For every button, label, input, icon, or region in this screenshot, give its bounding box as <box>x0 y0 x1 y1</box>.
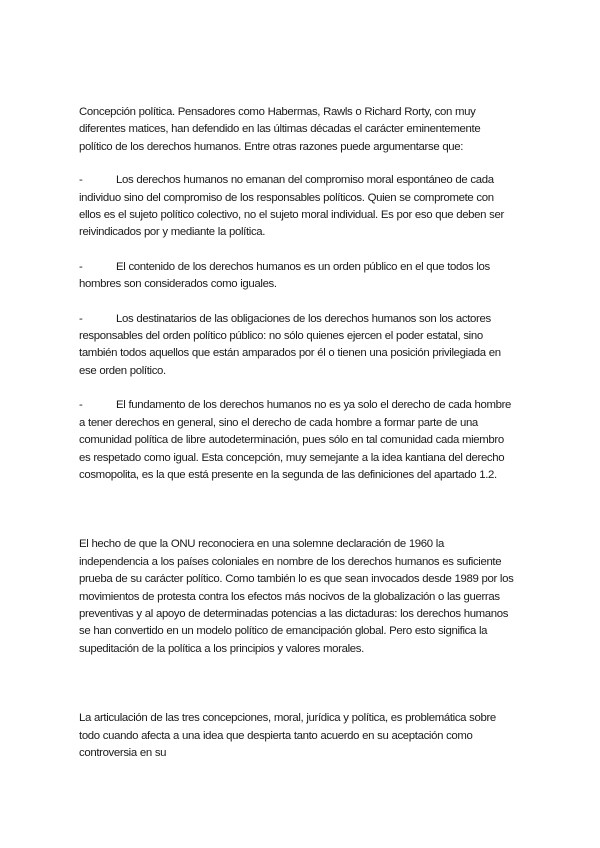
bullet-item-2 <box>79 259 515 294</box>
onu-paragraph: El hecho de que la ONU reconociera en una solemne declaración de 1960 la independencia a los países coloniales en nombre de los derechos humanos es suficiente prueba de su carácter político. Como también lo es que sean invocados desde 1989 por los movimientos de protesta contra los efectos más nocivos de la globalización o las guerras preventivas y al apoyo de determinadas potencias a las dictaduras: los derechos humanos se han convertido en un modelo político de emancipación global. Pero esto significa la supeditación de la política a los principios y valores morales. <box>79 538 514 655</box>
bullet-text: El contenido de los derechos humanos es un orden público en el que todos los hombres son considerados como iguales. <box>79 260 490 291</box>
bullet-text: Los destinatarios de las obligaciones de los derechos humanos son los actores responsables del orden político público: no sólo quienes ejercen el poder estatal, sino también todos aquellos que están amparados por él o tienen una posición privilegiada en ese orden político. <box>79 312 501 377</box>
bullet-text: Los derechos humanos no emanan del compromiso moral espontáneo de cada individuo sino del compromiso de los responsables políticos. Quien se compromete con ellos es el sujeto político colectivo, no el sujeto moral individual. Es por eso que deben ser reivindicados por y mediante la política. <box>79 174 504 239</box>
bullet-marker: - <box>79 399 83 412</box>
bullet-text: El fundamento de los derechos humanos no es ya solo el derecho de cada hombre a tener derechos en general, sino el derecho de cada hombre a formar parte de una comunidad política de libre autodeterminación, pues sólo en tal comunidad cada miembro es respetado como igual. Esta concepción, muy semejante a la idea kantiana del derecho cosmopolita, es la que está presente en la segunda de las definiciones del apartado 1.2. <box>79 399 512 481</box>
final-paragraph: La articulación de las tres concepciones, moral, jurídica y política, es problemática sobre todo cuando afecta a una idea que despierta tanto acuerdo en su aceptación como controversia en su <box>79 712 496 759</box>
bullet-marker: - <box>79 312 83 325</box>
bullet-item-4 <box>79 397 515 484</box>
bullet-item-1 <box>79 172 515 242</box>
bullet-marker: - <box>79 260 83 273</box>
bullet-item-3 <box>79 311 515 381</box>
document-page <box>79 104 515 762</box>
bullet-marker: - <box>79 174 83 187</box>
intro-paragraph: Concepción política. Pensadores como Habermas, Rawls o Richard Rorty, con muy diferentes matices, han defendido en las últimas décadas el carácter eminentemente político de los derechos humanos. Entre otras razones puede argumentarse que: <box>79 106 481 153</box>
